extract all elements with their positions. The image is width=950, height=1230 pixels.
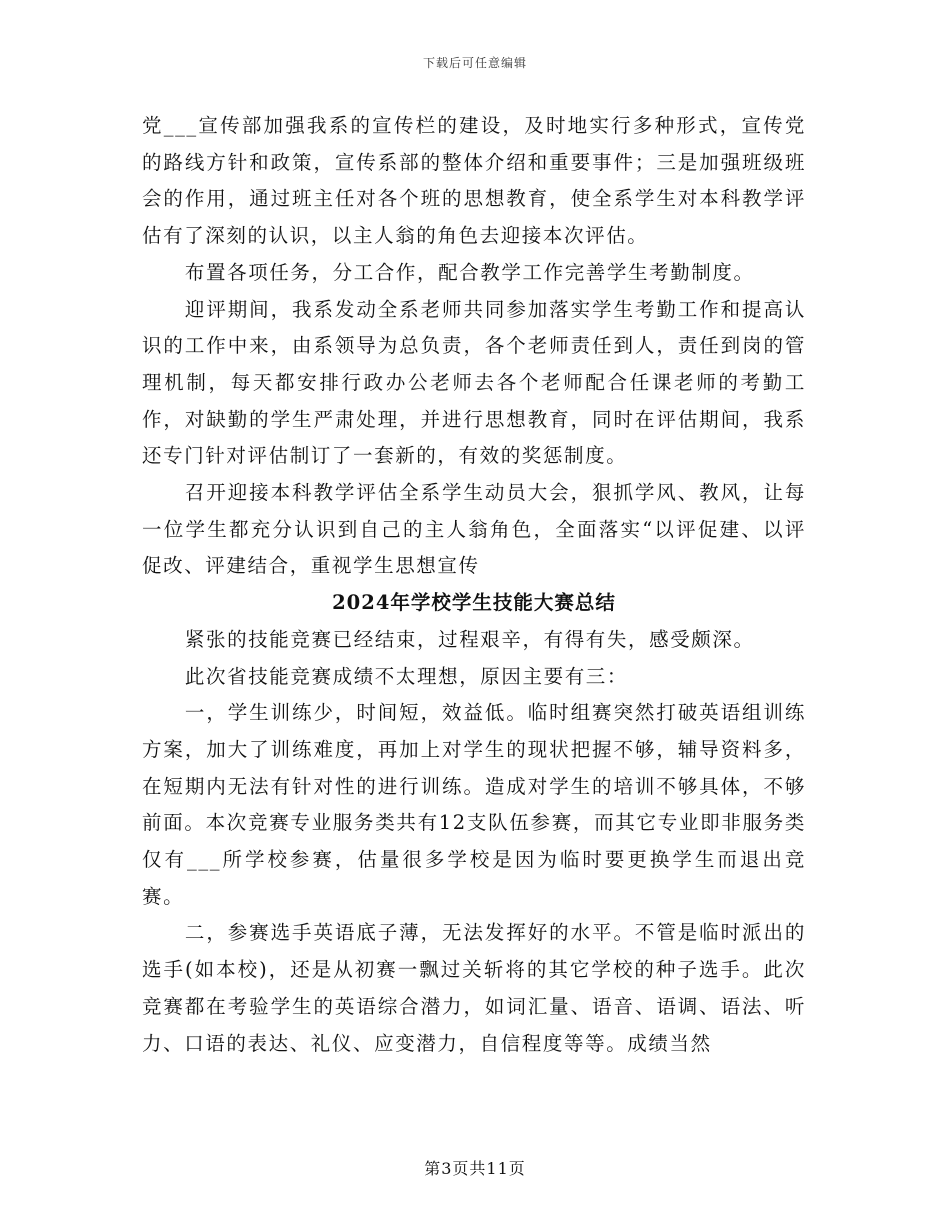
- header-note: 下载后可任意编辑: [422, 56, 527, 70]
- paragraph: 党___宣传部加强我系的宣传栏的建设，及时地实行多种形式，宣传党的路线方针和政策，宣传系部的整体介绍和重要事件；三是加强班级班会的作用，通过班主任对各个班的思想教育，使全系学生对本科教学评估有了深刻的认识，以主人翁的角色去迎接本次评估。: [142, 114, 806, 248]
- section-title: 2024年学校学生技能大赛总结: [332, 591, 616, 615]
- document-body: [142, 108, 806, 1062]
- paragraph: 一，学生训练少，时间短，效益低。临时组赛突然打破英语组训练方案，加大了训练难度，再加上对学生的现状把握不够，辅导资料多，在短期内无法有针对性的进行训练。造成对学生的培训不够具体，不够前面。本次竞赛专业服务类共有12支队伍参赛，而其它专业即非服务类仅有___所学校参赛，估量很多学校是因为临时要更换学生而退出竞赛。: [142, 701, 806, 908]
- paragraph: 召开迎接本科教学评估全系学生动员大会，狠抓学风、教风，让每一位学生都充分认识到自己的主人翁角色，全面落实“以评促建、以评促改、评建结合，重视学生思想宣传: [142, 481, 806, 578]
- page-footer: 第3页共11页: [424, 1159, 526, 1178]
- paragraph: 二，参赛选手英语底子薄，无法发挥好的水平。不管是临时派出的选手(如本校)，还是从初赛一飘过关斩将的其它学校的种子选手。此次竞赛都在考验学生的英语综合潜力，如词汇量、语音、语调、语法、听力、口语的表达、礼仪、应变潜力，自信程度等等。成绩当然: [142, 921, 806, 1055]
- paragraph: 迎评期间，我系发动全系老师共同参加落实学生考勤工作和提高认识的工作中来，由系领导为总负责，各个老师责任到人，责任到岗的管理机制，每天都安排行政办公老师去各个老师配合任课老师的考勤工作，对缺勤的学生严肃处理，并进行思想教育，同时在评估期间，我系还专门针对评估制订了一套新的，有效的奖惩制度。: [142, 297, 806, 468]
- paragraph: 此次省技能竞赛成绩不太理想，原因主要有三：: [184, 664, 628, 688]
- paragraph: 布置各项任务，分工合作，配合教学工作完善学生考勤制度。: [184, 260, 755, 284]
- paragraph: 紧张的技能竞赛已经结束，过程艰辛，有得有失，感受颇深。: [184, 627, 755, 651]
